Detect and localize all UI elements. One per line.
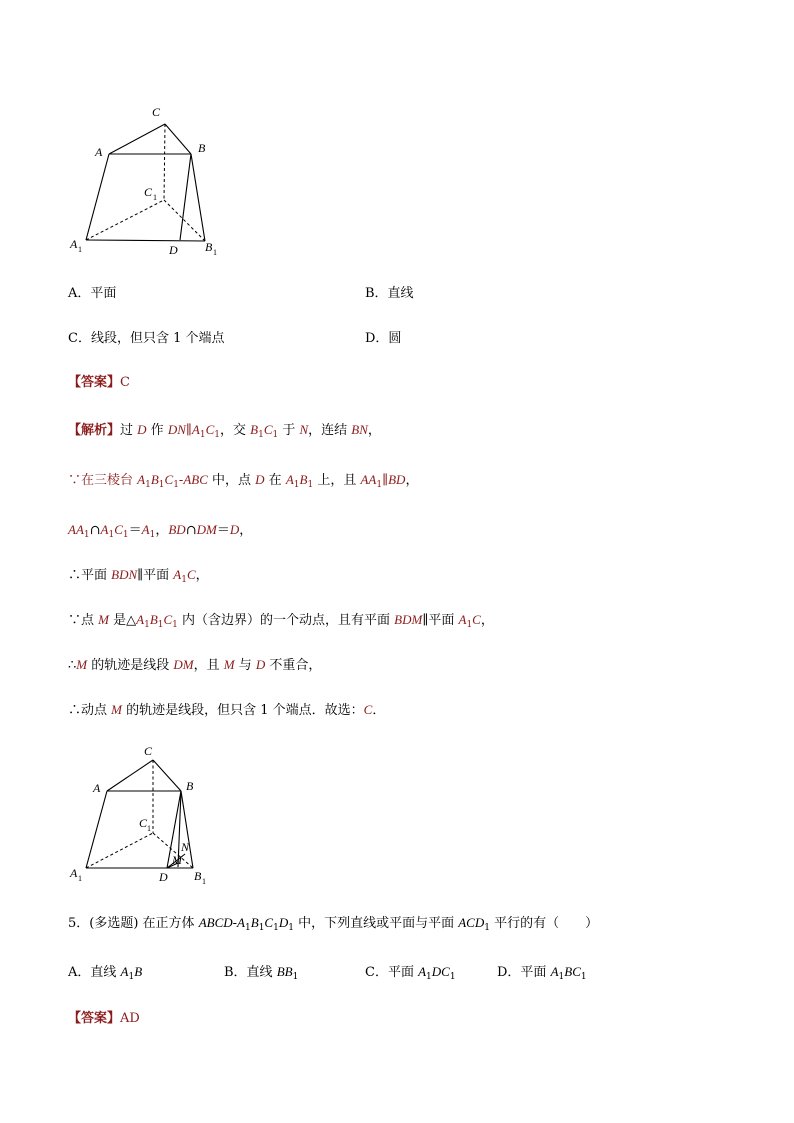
q5-stem: 5．(多选题) 在正方体 ABCD-$A_1B_1C_1D_1$ 中，下列直线或平面与平面 $ACD_1$ 平行的有（ ） xyxy=(68,915,599,933)
q5-option-c: C．平面 $A_1DC_1$ xyxy=(365,964,456,982)
answer-tag: 【答案】 xyxy=(68,375,121,390)
q4-option-c: C．线段，但只含 1 个端点 xyxy=(68,331,225,346)
answer-value: C xyxy=(120,375,130,390)
fig2-label-D: D xyxy=(159,870,168,884)
q5-option-d: D．平面 $A_1BC_1$ xyxy=(497,964,587,982)
q4-option-a: A．平面 xyxy=(68,286,117,301)
label-B1-sub: 1 xyxy=(213,248,217,257)
analysis-line-3: $AA_1\cap A_1C_1=A_1$，BD∩DM＝D， xyxy=(68,522,253,540)
analysis-line-2: ∵在三棱台 $A_1B_1C_1$-ABC 中，点 D 在 $A_1B_1$ 上，且 $AA_1\parallel BD$， xyxy=(68,472,419,490)
analysis-line-6: ∴M 的轨迹是线段 DM，且 M 与 D 不重合， xyxy=(68,657,322,673)
label-A: A xyxy=(95,145,103,159)
label-C1-sub: 1 xyxy=(153,193,157,202)
fig2-label-N: N xyxy=(181,840,190,854)
fig2-label-A: A xyxy=(93,781,101,795)
fig2-label-C1-sub: 1 xyxy=(147,824,151,833)
q5-option-b: B．直线 $BB_1$ xyxy=(224,964,299,982)
q4-option-b: B．直线 xyxy=(365,286,414,301)
fig2-label-C: C xyxy=(144,744,153,758)
analysis-line-5: ∵点 M 是$\triangle A_1B_1C_1$ 内（含边界）的一个动点，且有平面 BDM∥平面 $A_1C$， xyxy=(68,612,494,630)
fig2-label-B: B xyxy=(186,779,194,793)
fig2-label-B1: B xyxy=(194,869,202,883)
q5-option-a: A．直线 $A_1B$ xyxy=(68,964,143,982)
frustum-figure-1 xyxy=(60,98,230,263)
label-B: B xyxy=(198,141,206,155)
fig2-label-A1-sub: 1 xyxy=(78,874,82,883)
label-A1: A xyxy=(70,237,78,251)
q4-answer xyxy=(68,374,130,392)
analysis-line-4: ∴平面 BDN∥平面 $A_1C$， xyxy=(68,567,209,585)
label-D: D xyxy=(169,243,178,257)
fig2-label-A1: A xyxy=(70,866,78,880)
analysis-line-7: ∴动点 M 的轨迹是线段，但只含 1 个端点．故选：C． xyxy=(68,702,386,718)
q5-answer xyxy=(68,1010,140,1028)
q5-answer-tag: 【答案】 xyxy=(68,1011,121,1026)
label-B1: B xyxy=(205,240,213,254)
fig2-label-C1: C xyxy=(139,816,148,830)
fig2-label-B1-sub: 1 xyxy=(202,877,206,886)
fig2-label-M: M xyxy=(172,853,182,867)
label-A1-sub: 1 xyxy=(78,245,82,254)
q5-answer-value: AD xyxy=(120,1011,140,1026)
analysis-line-1: 【解析】过 D 作 $DN\parallel A_1C_1$，交 $B_1C_1$ 于 N，连结 BN， xyxy=(68,422,381,440)
frustum-figure-2 xyxy=(60,738,230,888)
q4-option-d: D．圆 xyxy=(365,331,402,346)
label-C: C xyxy=(152,105,161,119)
label-C1: C xyxy=(144,185,153,199)
analysis-tag: 【解析】 xyxy=(68,423,121,438)
